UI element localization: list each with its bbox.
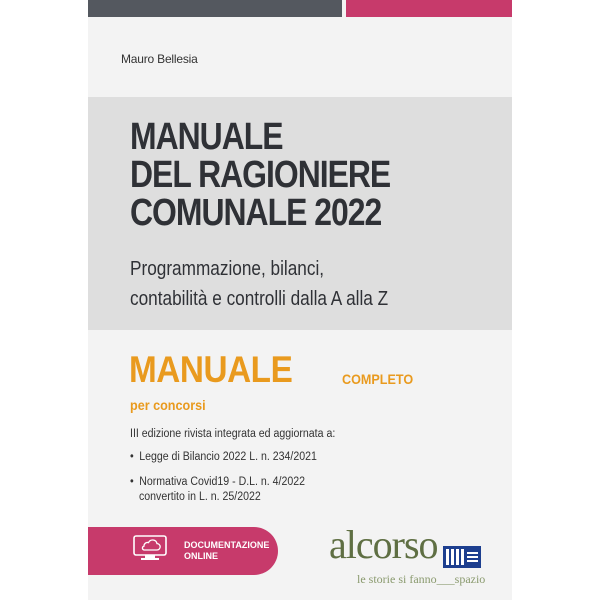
bullet-text-continuation: convertito in L. n. 25/2022 bbox=[139, 491, 261, 503]
title-line-3: COMUNALE 2022 bbox=[130, 192, 382, 234]
series-sub-label: per concorsi bbox=[130, 397, 206, 413]
subtitle-line-1: Programmazione, bilanci, bbox=[130, 258, 325, 280]
book-subtitle bbox=[130, 254, 388, 314]
bullet-item bbox=[130, 450, 317, 465]
online-docs-badge bbox=[88, 527, 278, 575]
title-line-2: DEL RAGIONIERE bbox=[130, 154, 391, 196]
bullet-item bbox=[130, 475, 305, 490]
bullet-text: Legge di Bilancio 2022 L. n. 234/2021 bbox=[139, 451, 317, 463]
book-title bbox=[130, 118, 390, 232]
author-name: Mauro Bellesia bbox=[121, 52, 198, 66]
title-line-1: MANUALE bbox=[130, 116, 283, 158]
bullet-mark: • bbox=[130, 451, 134, 463]
publisher-logo-icon bbox=[443, 546, 481, 568]
badge-line-2: ONLINE bbox=[184, 551, 219, 561]
watermark-tagline: le storie si fanno___spazio bbox=[357, 572, 486, 586]
bullet-text: Normativa Covid19 - D.L. n. 4/2022 bbox=[139, 476, 306, 488]
series-main-label: MANUALE bbox=[129, 349, 293, 390]
edition-note: III edizione rivista integrata ed aggiornata a: bbox=[130, 428, 336, 440]
book-cover bbox=[88, 0, 512, 600]
subtitle-line-2: contabilità e controlli dalla A alla Z bbox=[130, 288, 389, 310]
cloud-monitor-icon bbox=[133, 535, 167, 561]
top-stripe-magenta bbox=[346, 0, 512, 17]
bullet-mark: • bbox=[130, 476, 134, 488]
watermark-brand: alcorso bbox=[329, 522, 438, 567]
badge-line-1: DOCUMENTAZIONE bbox=[184, 540, 270, 550]
series-suffix-label: COMPLETO bbox=[342, 371, 414, 387]
top-stripe-gray bbox=[88, 0, 342, 17]
online-docs-label bbox=[184, 540, 269, 562]
